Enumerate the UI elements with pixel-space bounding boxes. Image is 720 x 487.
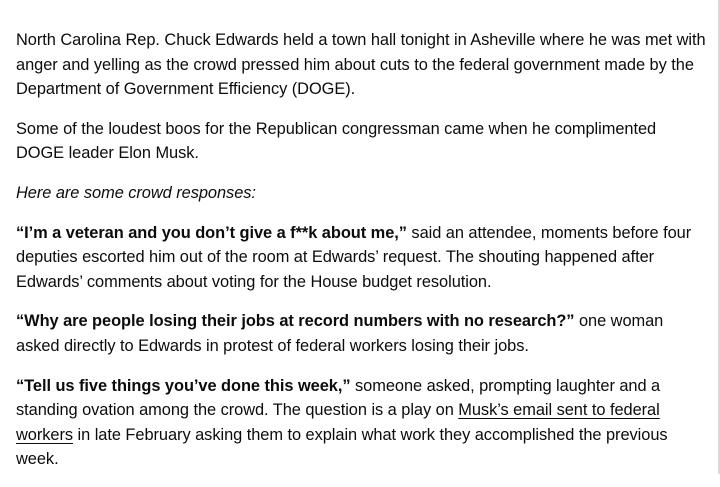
paragraph-veteran-text: said an attendee, moments before four deputies escorted him out of the room at Edwards’ request. The shouting happened after Edwards’ comments about voting for the House budget resolution. (16, 223, 692, 291)
musk-email-link[interactable]: Musk’s email sent to federal workers (16, 401, 660, 444)
paragraph-intro: North Carolina Rep. Chuck Edwards held a town hall tonight in Asheville where he was met with anger and yelling as the crowd pressed him about cuts to the federal government made by the Department of Government Efficiency (DOGE). (16, 31, 706, 99)
quote-five-things: “Tell us five things you’ve done this week,” (16, 376, 351, 395)
paragraph-five-things-text-before: someone asked, prompting laughter and a standing ovation among the crowd. The question is a play on (16, 376, 661, 420)
paragraph-jobs-quote (16, 309, 706, 358)
paragraph-veteran-quote (16, 221, 706, 295)
paragraph-crowd-responses-intro: Here are some crowd responses: (16, 183, 256, 202)
paragraph-boos: Some of the loudest boos for the Republican congressman came when he complimented DOGE leader Elon Musk. (16, 119, 657, 163)
quote-veteran: “I’m a veteran and you don’t give a f**k about me,” (16, 223, 407, 242)
paragraph-five-things-text-after: in late February asking them to explain what work they accomplished the previous week. (16, 425, 668, 469)
article-body (16, 28, 706, 487)
paragraph-jobs-text: one woman asked directly to Edwards in protest of federal workers losing their jobs. (16, 312, 664, 355)
quote-jobs: “Why are people losing their jobs at record numbers with no research?” (16, 312, 575, 331)
paragraph-five-things-quote (16, 374, 706, 472)
